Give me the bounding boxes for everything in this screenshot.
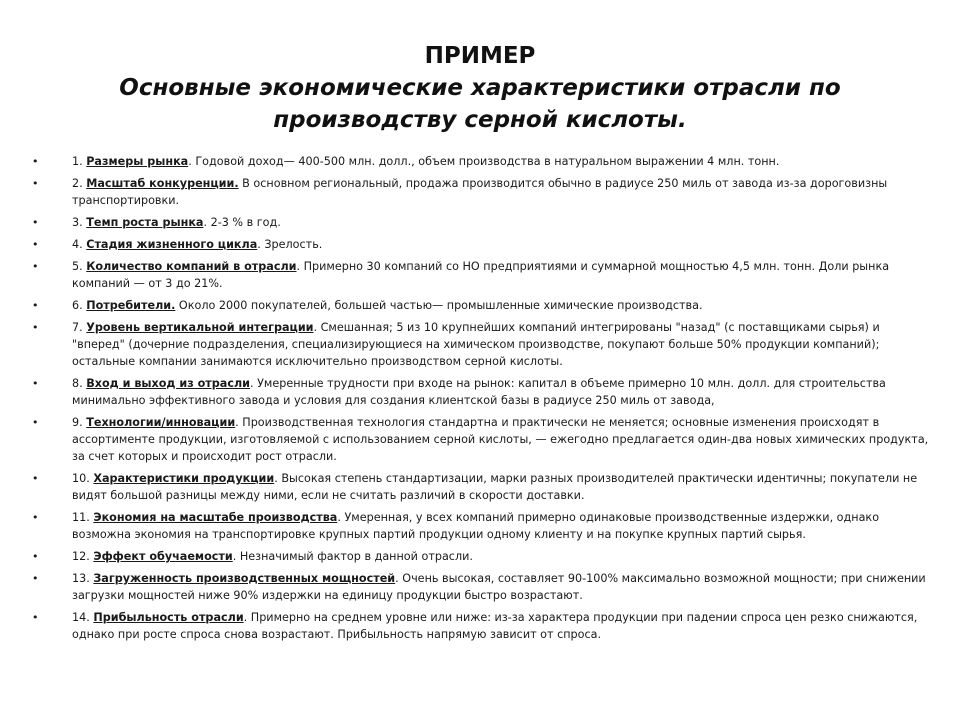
item-text: . Производственная технология стандартна и практически не меняется; основные изменения происходят в ассортименте продукции, изготовляемой с использованием серной кислоты, — ежегодно предлагается один-два новых химических продукта, за счет которых и происходит рост отрасли. <box>72 416 929 463</box>
list-item-10 <box>32 470 932 504</box>
bullet-icon: • <box>32 321 39 334</box>
bullet-icon: • <box>32 177 39 190</box>
bullet-icon: • <box>32 611 39 624</box>
bullet-icon: • <box>32 260 39 273</box>
item-text: . Умеренная, у всех компаний примерно одинаковые производственные издержки, однако возможна экономия на транспортировке крупных партий продукции одному клиенту и на покупке крупных партий сырья. <box>72 511 880 541</box>
item-term: Характеристики продукции <box>93 472 275 485</box>
list-item-14 <box>32 609 932 643</box>
list-item-2 <box>32 175 932 209</box>
item-text: . Примерно на среднем уровне или ниже: из-за характера продукции при падении спроса цен резко снижаются, однако при росте спроса снова возрастают. Прибыльность напрямую зависит от спроса. <box>72 611 918 641</box>
item-number: 3. <box>72 216 87 229</box>
bullet-icon: • <box>32 299 39 312</box>
page-subtitle-line-1: Основные экономические характеристики отрасли по <box>119 75 841 101</box>
list-item-4 <box>32 236 932 253</box>
bullet-icon: • <box>32 377 39 390</box>
item-number: 8. <box>72 377 87 390</box>
bullet-icon: • <box>32 238 39 251</box>
characteristics-list <box>32 153 932 648</box>
item-number: 2. <box>72 177 87 190</box>
item-text: В основном региональный, продажа производится обычно в радиусе 250 миль от завода из-за дороговизны транспортировки. <box>72 177 888 207</box>
item-number: 10. <box>72 472 94 485</box>
item-text: . Примерно 30 компаний со НО предприятиями и суммарной мощностью 4,5 млн. тонн. Доли рынка компаний — от 3 до 21%. <box>72 260 890 290</box>
list-item-1 <box>32 153 932 170</box>
title-block <box>100 36 860 136</box>
item-text: . Зрелость. <box>257 238 323 251</box>
bullet-icon: • <box>32 472 39 485</box>
item-term: Стадия жизненного цикла <box>86 238 258 251</box>
item-term: Размеры рынка <box>86 155 189 168</box>
bullet-icon: • <box>32 155 39 168</box>
bullet-icon: • <box>32 550 39 563</box>
item-text: . Смешанная; 5 из 10 крупнейших компаний интегрированы "назад" (с поставщиками сырья) и "вперед" (дочерние подразделения, специализирующиеся на химическом производстве, покупают больше 50% продукции компаний); остальные компании занимаются исключительно производством серной кислоты. <box>72 321 880 368</box>
bullet-icon: • <box>32 511 39 524</box>
list-item-13 <box>32 570 932 604</box>
item-term: Количество компаний в отрасли <box>86 260 297 273</box>
list-item-9 <box>32 414 932 465</box>
item-term: Прибыльность отрасли <box>93 611 244 624</box>
page-title: ПРИМЕР <box>424 43 536 69</box>
item-number: 14. <box>72 611 94 624</box>
bullet-icon: • <box>32 416 39 429</box>
item-number: 9. <box>72 416 87 429</box>
list-item-8 <box>32 375 932 409</box>
item-number: 4. <box>72 238 87 251</box>
item-text: . 2-3 % в год. <box>203 216 281 229</box>
list-item-12 <box>32 548 932 565</box>
bullet-icon: • <box>32 216 39 229</box>
item-term: Уровень вертикальной интеграции <box>86 321 314 334</box>
item-text: . Высокая степень стандартизации, марки разных производителей практически идентичны; покупатели не видят большой разницы между ними, если не считать различий в скорости доставки. <box>72 472 918 502</box>
list-item-7 <box>32 319 932 370</box>
item-text: . Умеренные трудности при входе на рынок: капитал в объеме примерно 10 млн. долл. для строительства минимально эффективного завода и условия для создания клиентской базы в радиусе 250 миль от завода, <box>72 377 886 407</box>
item-term: Экономия на масштабе производства <box>93 511 338 524</box>
item-term: Вход и выход из отрасли <box>86 377 250 390</box>
item-number: 5. <box>72 260 87 273</box>
item-text: Около 2000 покупателей, большей частью— промышленные химические производства. <box>175 299 703 312</box>
item-text: . Очень высокая, составляет 90-100% максимально возможной мощности; при снижении загрузки мощностей ниже 90% издержки на единицу продукции быстро возрастают. <box>72 572 926 602</box>
item-term: Потребители. <box>86 299 176 312</box>
item-term: Темп роста рынка <box>86 216 204 229</box>
item-number: 12. <box>72 550 94 563</box>
item-term: Эффект обучаемости <box>93 550 233 563</box>
item-term: Загруженность производственных мощностей <box>93 572 396 585</box>
item-term: Технологии/инновации <box>86 416 236 429</box>
item-number: 13. <box>72 572 94 585</box>
list-item-11 <box>32 509 932 543</box>
item-number: 6. <box>72 299 87 312</box>
list-item-5 <box>32 258 932 292</box>
item-number: 1. <box>72 155 87 168</box>
item-term: Масштаб конкуренции. <box>86 177 239 190</box>
item-text: . Годовой доход— 400-500 млн. долл., объем производства в натуральном выражении 4 млн. тонн. <box>188 155 780 168</box>
page-subtitle-line-2: производству серной кислоты. <box>273 107 687 133</box>
item-number: 11. <box>72 511 94 524</box>
bullet-icon: • <box>32 572 39 585</box>
item-text: . Незначимый фактор в данной отрасли. <box>232 550 473 563</box>
list-item-6 <box>32 297 932 314</box>
list-item-3 <box>32 214 932 231</box>
item-number: 7. <box>72 321 87 334</box>
